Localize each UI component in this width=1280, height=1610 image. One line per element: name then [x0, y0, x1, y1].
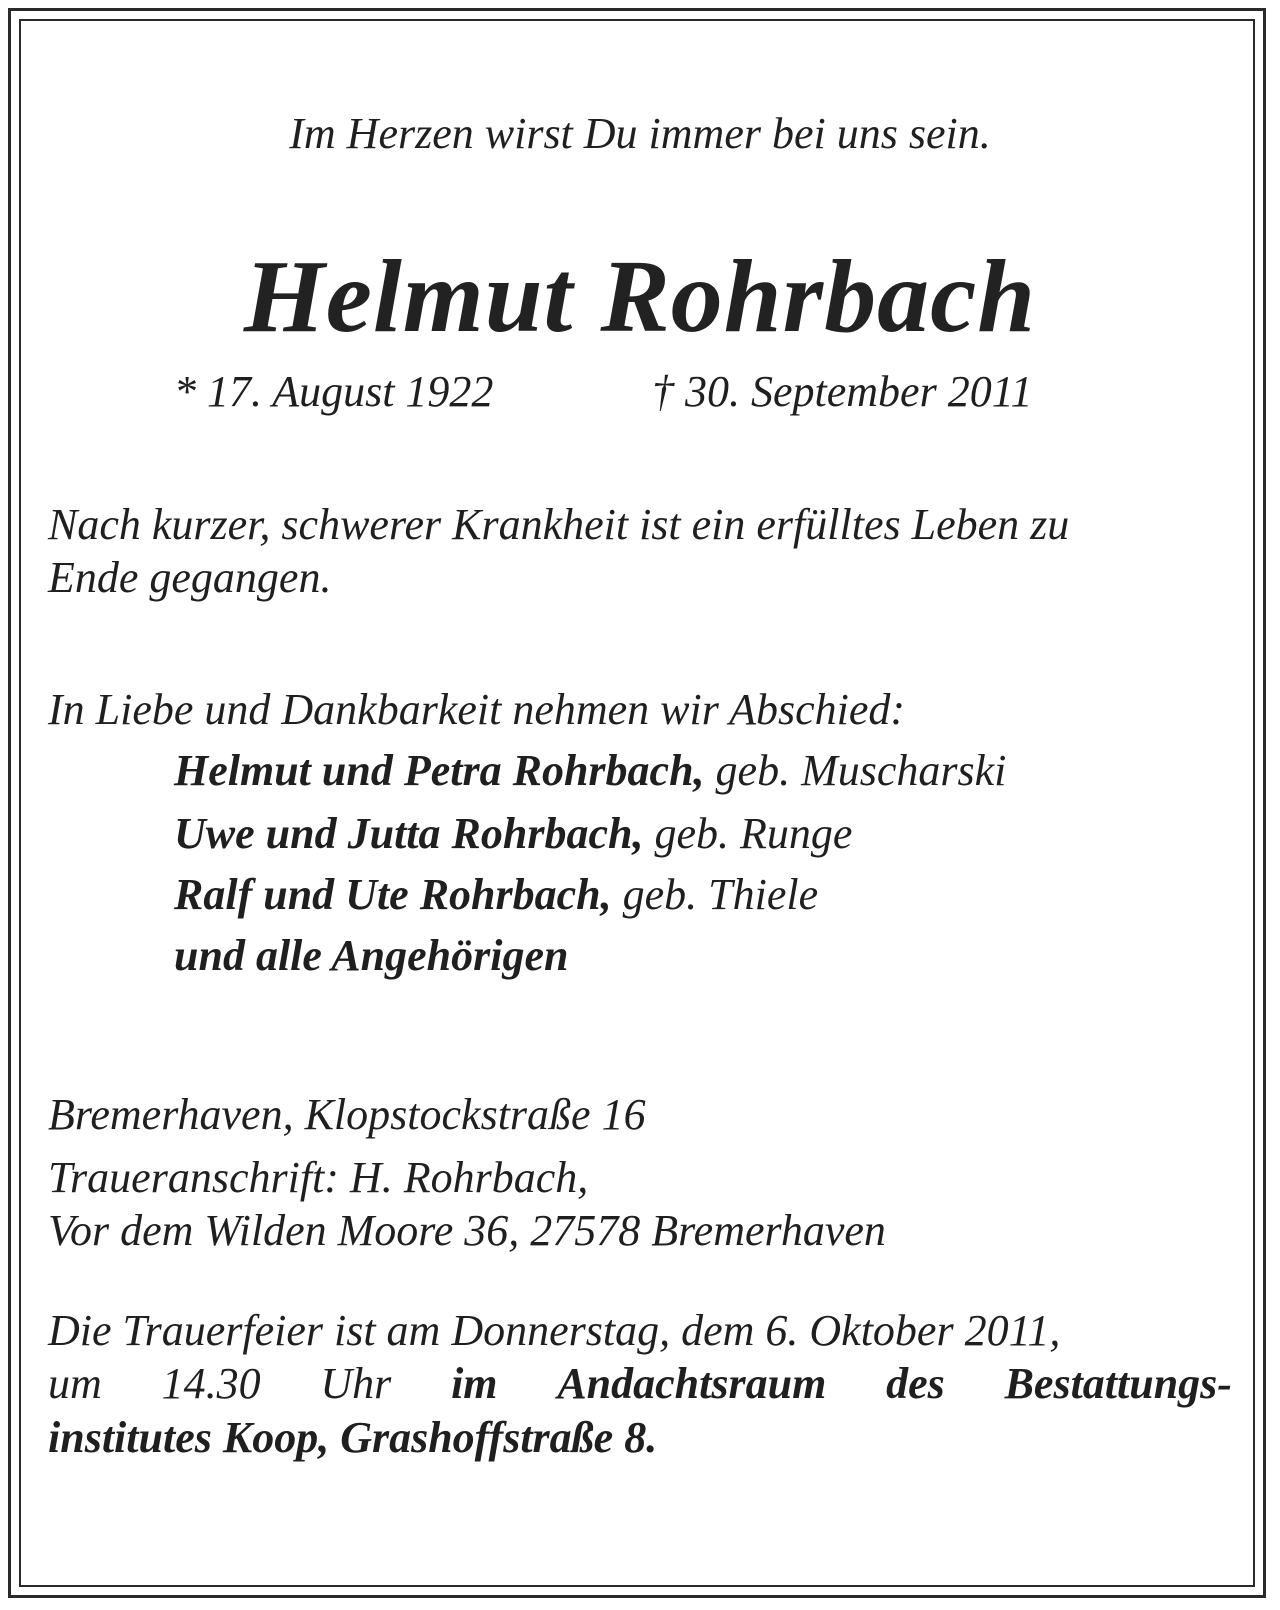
relative-born-as: geb. Runge: [643, 809, 853, 858]
death-date: † 30. September 2011: [652, 367, 1033, 416]
relative-born-as: geb. Muscharski: [704, 746, 1007, 795]
service-word: 14.30: [161, 1359, 261, 1408]
service-word: um: [48, 1359, 102, 1408]
service-word: Uhr: [320, 1359, 392, 1408]
service-line-3: institutes Koop, Grashoffstraße 8.: [48, 1413, 658, 1462]
mourning-address: Vor dem Wilden Moore 36, 27578 Bremerhaven: [48, 1206, 886, 1255]
residence-address: Bremerhaven, Klopstockstraße 16: [48, 1090, 646, 1139]
mourning-address-label: Traueranschrift: H. Rohrbach,: [48, 1153, 589, 1202]
relative-names: Helmut und Petra Rohrbach,: [174, 746, 705, 795]
intro-line-2: Ende gegangen.: [48, 553, 332, 602]
service-bold-word: Bestattungs-: [1004, 1359, 1232, 1408]
service-bold-word: des: [886, 1359, 945, 1408]
motto: Im Herzen wirst Du immer bei uns sein.: [289, 109, 991, 158]
birth-date: * 17. August 1922: [174, 367, 494, 416]
relatives-all: und alle Angehörigen: [174, 931, 569, 980]
relative-born-as: geb. Thiele: [611, 870, 819, 919]
service-line-1: Die Trauerfeier ist am Donnerstag, dem 6. Oktober 2011,: [48, 1306, 1061, 1355]
relative-names: Uwe und Jutta Rohrbach,: [174, 809, 644, 858]
farewell-line: In Liebe und Dankbarkeit nehmen wir Abschied:: [48, 685, 906, 734]
deceased-name: Helmut Rohrbach: [243, 239, 1037, 354]
service-line-2: [48, 1359, 1232, 1408]
relative-line: [174, 746, 1007, 795]
relative-names: Ralf und Ute Rohrbach,: [174, 870, 612, 919]
relative-line: [174, 870, 819, 919]
intro-line-1: Nach kurzer, schwerer Krankheit ist ein erfülltes Leben zu: [48, 500, 1070, 549]
service-bold-word: Andachtsraum: [557, 1359, 827, 1408]
service-bold-word: im: [451, 1359, 498, 1408]
relative-line: [174, 809, 853, 858]
